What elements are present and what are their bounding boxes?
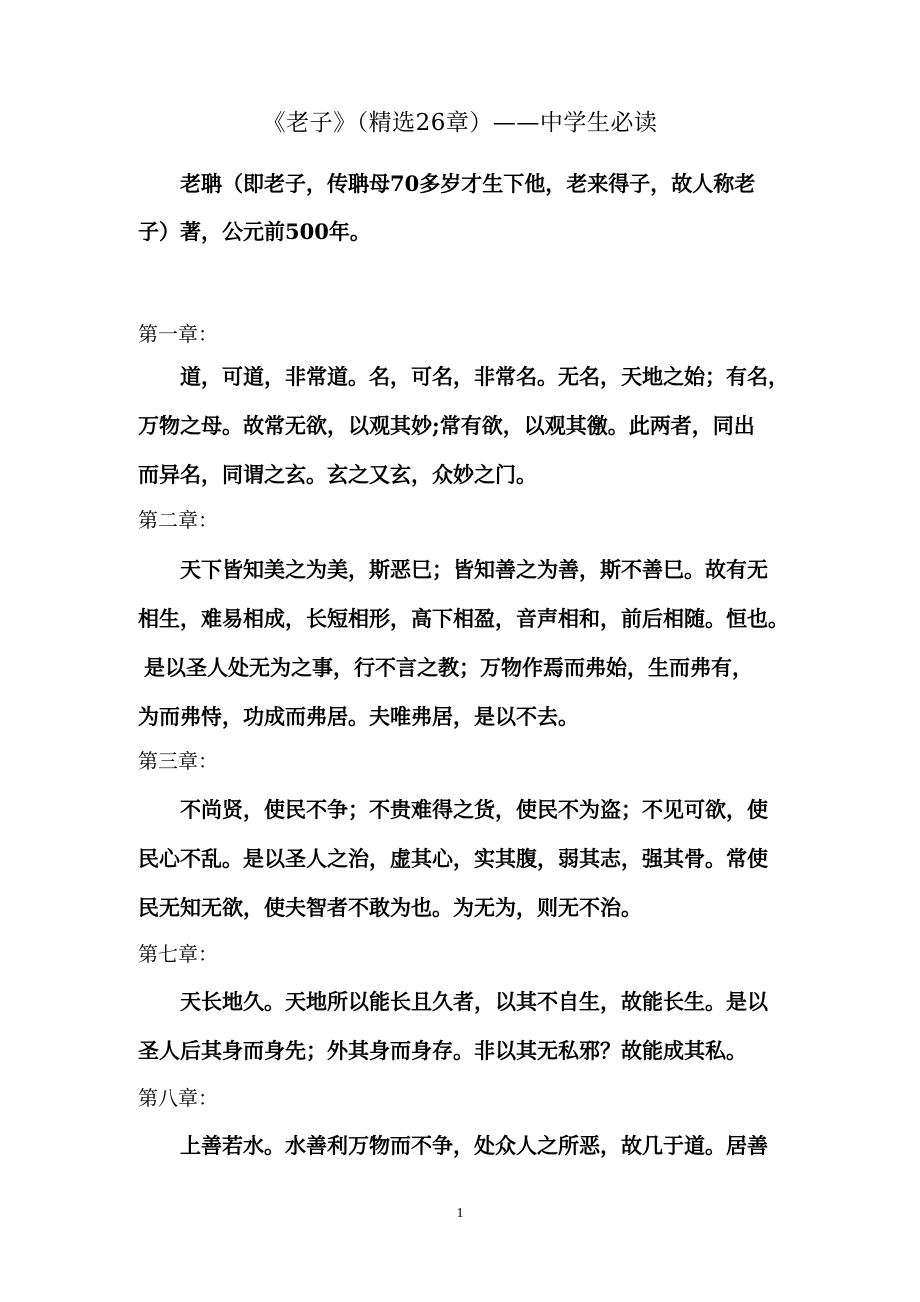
page-title: 《老子》（精选26章）——中学生必读 (262, 110, 658, 136)
chapter-3-text (138, 785, 768, 932)
chapter-heading-text: 第八章： (138, 1086, 218, 1110)
text-line: 上善若水。水善利万物而不争，处众人之所恶，故几于道。居善 (180, 1133, 768, 1158)
text-line: 是以圣人处无为之事，行不言之教；万物作焉而弗始，生而弗有， (144, 655, 753, 680)
text-line: 圣人后其身而身先；外其身而身存。非以其无私邪？故能成其私。 (138, 1038, 747, 1063)
intro-line: 老聃（即老子，传聃母70多岁才生下他，老来得子，故人称老 (180, 171, 756, 196)
chapter-2-text (138, 545, 789, 741)
intro-paragraph (138, 160, 755, 256)
chapter-1-text (138, 352, 789, 499)
page-number: 1 (456, 1206, 464, 1221)
text-line: 不尚贤，使民不争；不贵难得之货，使民不为盗；不见可欲，使 (180, 797, 768, 822)
text-line: 民无知无欲，使夫智者不敢为也。为无为，则无不治。 (138, 895, 642, 920)
text-line: 相生，难易相成，长短相形，高下相盈，音声相和，前后相随。恒也。 (138, 606, 789, 631)
text-line: 天下皆知美之为美，斯恶巳；皆知善之为善，斯不善巳。故有无 (180, 557, 768, 582)
chapter-8-text (138, 1121, 768, 1170)
chapter-8-heading (138, 1074, 218, 1123)
chapter-heading-text: 第七章： (138, 942, 218, 966)
text-line: 天长地久。天地所以能长且久者，以其不自生，故能长生。是以 (180, 989, 768, 1014)
chapter-3-heading (138, 737, 218, 786)
chapter-heading-text: 第一章： (138, 322, 218, 346)
text-line: 而异名，同谓之玄。玄之又玄，众妙之门。 (138, 462, 537, 487)
text-line: 为而弗恃，功成而弗居。夫唯弗居，是以不去。 (138, 704, 579, 729)
chapter-7-text (138, 977, 768, 1075)
chapter-7-heading (138, 930, 218, 979)
chapter-2-heading (138, 496, 218, 545)
intro-line: 子）著，公元前500年。 (138, 219, 371, 244)
text-line: 道，可道，非常道。名，可名，非常名。无名，天地之始；有名， (180, 364, 789, 389)
text-line: 民心不乱。是以圣人之治，虚其心，实其腹，弱其志，强其骨。常使 (138, 846, 768, 871)
text-line: 万物之母。故常无欲，以观其妙;常有欲，以观其徼。此两者，同出 (138, 413, 755, 438)
chapter-heading-text: 第三章： (138, 749, 218, 773)
chapter-heading-text: 第二章： (138, 508, 218, 532)
